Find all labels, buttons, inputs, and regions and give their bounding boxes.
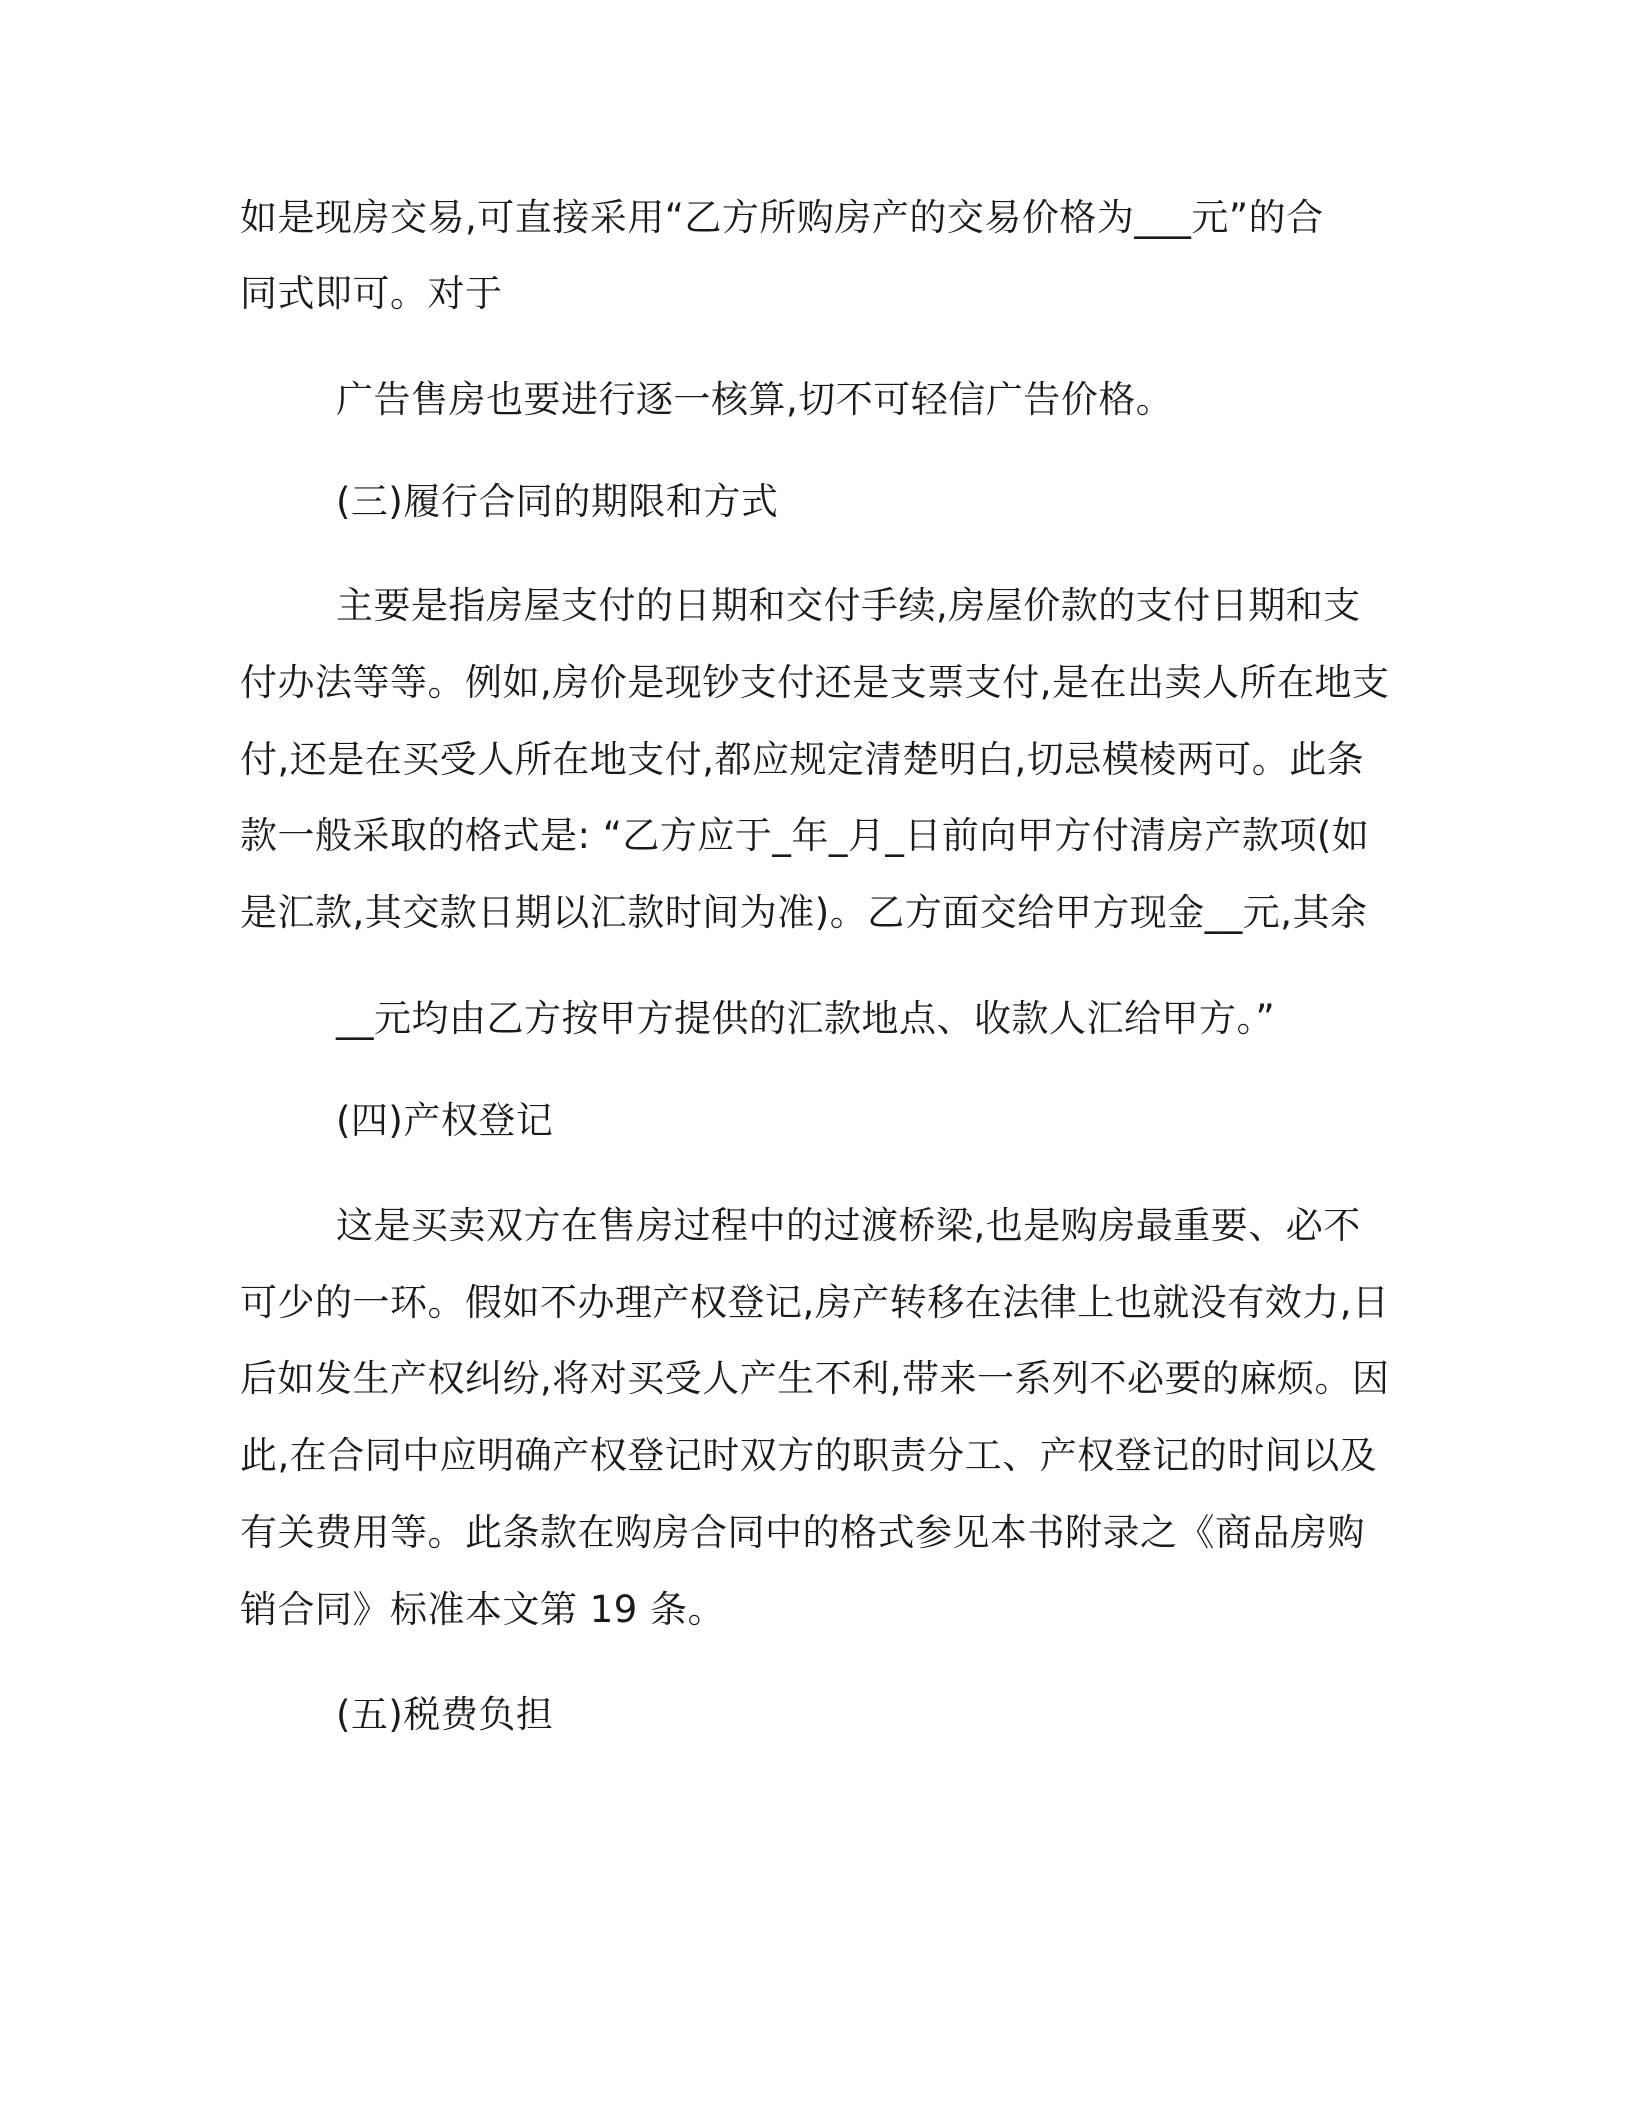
text-line: 广告售房也要进行逐一核算,切不可轻信广告价格。 [336,378,1174,421]
text-line: 可少的一环。假如不办理产权登记,房产转移在法律上也就没有效力,日 [240,1281,1390,1324]
section-heading: (五)税费负担 [336,1693,554,1736]
text-line: 款一般采取的格式是: “乙方应于_年_月_日前向甲方付清房产款项(如 [240,814,1370,857]
text-line: 有关费用等。此条款在购房合同中的格式参见本书附录之《商品房购 [240,1511,1365,1554]
text-line: __元均由乙方按甲方提供的汇款地点、收款人汇给甲方。” [336,997,1276,1040]
text-line: 付办法等等。例如,房价是现钞支付还是支票支付,是在出卖人所在地支 [240,661,1390,704]
text-line: 主要是指房屋支付的日期和交付手续,房屋价款的支付日期和支 [336,584,1361,627]
section-heading: (三)履行合同的期限和方式 [336,480,779,523]
text-line: 这是买卖双方在售房过程中的过渡桥梁,也是购房最重要、必不 [336,1204,1361,1247]
text-line: 销合同》标准本文第 19 条。 [240,1588,726,1631]
section-heading: (四)产权登记 [336,1099,554,1142]
text-line: 如是现房交易,可直接采用“乙方所购房产的交易价格为___元”的合 [240,196,1324,239]
text-line: 后如发生产权纠纷,将对买受人产生不利,带来一系列不必要的麻烦。因 [240,1357,1390,1400]
text-line: 付,还是在买受人所在地支付,都应规定清楚明白,切忌模棱两可。此条 [240,738,1365,781]
text-line: 是汇款,其交款日期以汇款时间为准)。乙方面交给甲方现金__元,其余 [240,891,1368,934]
text-line: 同式即可。对于 [240,272,503,315]
text-line: 此,在合同中应明确产权登记时双方的职责分工、产权登记的时间以及 [240,1434,1378,1477]
